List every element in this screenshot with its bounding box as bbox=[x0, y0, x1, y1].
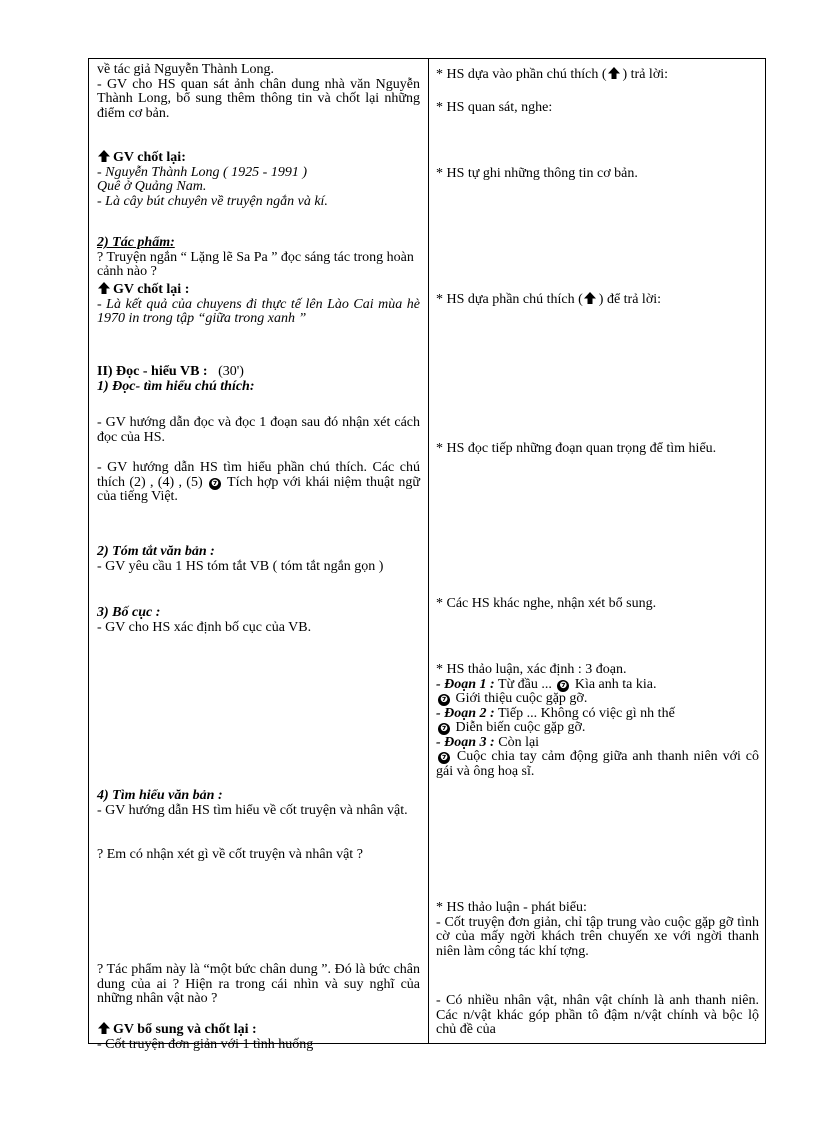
teacher-conclusion-block bbox=[97, 1021, 420, 1052]
student-response bbox=[436, 597, 759, 612]
text-line: - Là kết quả của chuyens đi thực tế lên Lào Cai mùa hè 1970 in trong tập “giữa trong xanh ” bbox=[97, 296, 420, 326]
text-line: - Nguyễn Thành Long ( 1925 - 1991 ) bbox=[97, 164, 307, 180]
layout-section bbox=[97, 606, 420, 635]
up-arrow-icon bbox=[97, 281, 111, 295]
part-label: - Đoạn 1 : bbox=[436, 676, 495, 692]
student-response bbox=[436, 442, 759, 457]
text-line: Tích hợp với khái niệm thuật ngữ của tiếng Việt. bbox=[97, 474, 421, 504]
time-label: (30') bbox=[218, 364, 244, 379]
section-heading: 2) Tác phẩm: bbox=[97, 235, 175, 250]
section-heading: 2) Tóm tắt văn bản : bbox=[97, 544, 215, 559]
bullet-icon: ❼ bbox=[438, 723, 450, 735]
work-summary-block bbox=[97, 281, 420, 327]
section-heading: 4) Tìm hiểu văn bản : bbox=[97, 788, 223, 803]
bullet-icon: ❼ bbox=[438, 694, 450, 706]
student-response bbox=[436, 167, 759, 182]
reading-section bbox=[97, 365, 420, 394]
text-line: Giới thiệu cuộc gặp gỡ. bbox=[455, 691, 588, 706]
text-line: * HS thảo luận, xác định : 3 đoạn. bbox=[436, 662, 627, 677]
layout-answer-block bbox=[436, 663, 759, 779]
up-arrow-icon bbox=[97, 1021, 111, 1035]
discussion-answer-block bbox=[436, 901, 759, 959]
text-line: - Cốt truyện đơn giản với 1 tình huống bbox=[97, 1036, 314, 1052]
student-response bbox=[436, 101, 759, 116]
text-line: - GV cho HS quan sát ảnh chân dung nhà văn Nguyễn Thành Long, bổ sung thêm thông tin và chốt lại những điểm cơ bản. bbox=[97, 76, 420, 121]
text-line: Diễn biến cuộc gặp gỡ. bbox=[455, 720, 586, 735]
text-line: * HS thảo luận - phát biểu: bbox=[436, 900, 587, 915]
bullet-icon: ❼ bbox=[557, 680, 569, 692]
characters-answer bbox=[436, 994, 759, 1038]
text-line: - GV hướng dẫn đọc và đọc 1 đoạn sau đó nhận xét cách đọc của HS. bbox=[97, 415, 420, 445]
text-line: * HS dựa vào phần chú thích ( bbox=[436, 67, 607, 82]
author-intro-block bbox=[97, 63, 420, 121]
summary-section bbox=[97, 545, 420, 574]
section-heading: GV chốt lại : bbox=[113, 282, 190, 297]
text-line: * Các HS khác nghe, nhận xét bổ sung. bbox=[436, 596, 657, 611]
up-arrow-icon bbox=[607, 66, 621, 80]
text-line: * HS dựa phần chú thích ( bbox=[436, 292, 583, 307]
text-line: Kìa anh ta kia. bbox=[574, 676, 657, 692]
text-line: - Cốt truyện đơn giản, chỉ tập trung vào cuộc gặp gỡ tình cờ của mấy ngời khách trên chuyến xe với ngời thanh niên làm công tác khí tợng. bbox=[436, 914, 759, 959]
text-line: Quê ở Quảng Nam. bbox=[97, 179, 207, 194]
text-line: Tiếp ... Không có việc gì nh thế bbox=[497, 705, 675, 721]
text-line: * HS quan sát, nghe: bbox=[436, 100, 553, 115]
question-text: ? Em có nhận xét gì về cốt truyện và nhân vật ? bbox=[97, 847, 363, 862]
text-line: ) trả lời: bbox=[622, 67, 668, 82]
section-heading: 3) Bố cục : bbox=[97, 605, 161, 620]
section-heading: GV chốt lại: bbox=[113, 150, 186, 165]
bullet-icon: ❼ bbox=[209, 478, 221, 490]
text-line: ) để trả lời: bbox=[598, 292, 661, 307]
section-heading: GV bổ sung và chốt lại : bbox=[113, 1022, 257, 1037]
text-line: Còn lại bbox=[498, 734, 540, 750]
author-summary-block bbox=[97, 149, 420, 209]
text-line: * HS tự ghi những thông tin cơ bản. bbox=[436, 166, 638, 181]
text-line: - GV hướng dẫn HS tìm hiểu phần chú thích. Các chú thích (2) , (4) , (5) bbox=[97, 460, 420, 490]
portrait-question bbox=[97, 963, 420, 1007]
question-text: ? Tác phẩm này là “một bức chân dung ”. Đó là bức chân dung của ai ? Hiện ra trong cái nhìn và suy nghĩ của những nhân vật nào ? bbox=[97, 962, 420, 1006]
student-activity-column bbox=[430, 59, 765, 1043]
question-text: ? Truyện ngắn “ Lặng lẽ Sa Pa ” đọc sáng tác trong hoàn cảnh nào ? bbox=[97, 249, 414, 279]
section-heading: II) Đọc - hiểu VB : bbox=[97, 364, 208, 379]
text-line: - Là cây bút chuyên về truyện ngắn và kí. bbox=[97, 193, 328, 209]
reading-guide-text bbox=[97, 416, 420, 445]
student-response bbox=[436, 66, 759, 83]
text-line: * HS đọc tiếp những đoạn quan trọng để tìm hiểu. bbox=[436, 441, 717, 456]
plot-question bbox=[97, 848, 420, 863]
lesson-table bbox=[88, 58, 766, 1052]
text-line: Từ đầu ... bbox=[497, 676, 552, 692]
text-line: Cuộc chia tay cảm động giữa anh thanh niên với cô gái và ông hoạ sĩ. bbox=[436, 749, 759, 779]
bullet-icon: ❼ bbox=[438, 752, 450, 764]
part-label: - Đoạn 2 : bbox=[436, 705, 495, 721]
work-section bbox=[97, 236, 420, 280]
text-line: - GV yêu cầu 1 HS tóm tắt VB ( tóm tắt ngắn gọn ) bbox=[97, 558, 384, 574]
teacher-activity-column bbox=[89, 59, 429, 1052]
up-arrow-icon bbox=[583, 291, 597, 305]
text-line: - Có nhiều nhân vật, nhân vật chính là anh thanh niên. Các n/vật khác góp phần tô đậm n/vật chính và bộc lộ chủ đề của bbox=[436, 993, 759, 1037]
student-response bbox=[436, 291, 759, 308]
up-arrow-icon bbox=[97, 149, 111, 163]
subsection-heading: 1) Đọc- tìm hiểu chú thích: bbox=[97, 378, 255, 394]
text-study-section bbox=[97, 789, 420, 818]
part-label: - Đoạn 3 : bbox=[436, 734, 495, 750]
text-line: - GV cho HS xác định bố cục của VB. bbox=[97, 619, 312, 635]
text-line: về tác giả Nguyễn Thành Long. bbox=[97, 62, 275, 77]
notes-guide-text bbox=[97, 461, 420, 505]
text-line: - GV hướng dẫn HS tìm hiểu về cốt truyện và nhân vật. bbox=[97, 802, 408, 818]
